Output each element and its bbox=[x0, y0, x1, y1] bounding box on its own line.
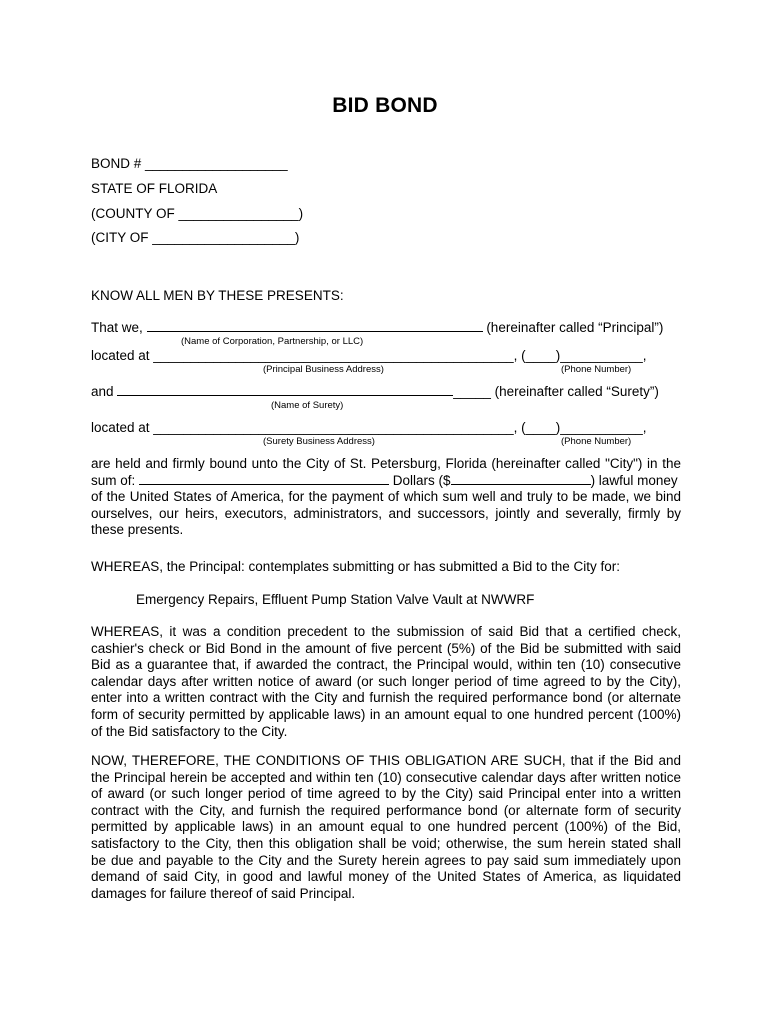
principal-prefix: That we, bbox=[91, 320, 143, 335]
held-line-1: are held and firmly bound unto the City of St. Petersburg, Florida (hereinafter called "City") in the bbox=[91, 456, 681, 471]
sum-amount-blank bbox=[451, 473, 591, 485]
state-line: STATE OF FLORIDA bbox=[91, 181, 218, 196]
whereas-condition-paragraph bbox=[91, 624, 681, 740]
now-therefore-line: satisfactory to the City, then this obligation shall be void; otherwise, the sum herein stated shall bbox=[91, 835, 681, 851]
whereas2-line: Bid as a guarantee that, if awarded the contract, the Principal would, within ten (10) consecutive bbox=[91, 657, 681, 673]
now-therefore-line: demand of said City, in good and lawful money of the United States of America, as liquidated bbox=[91, 869, 681, 885]
now-therefore-paragraph bbox=[91, 753, 681, 902]
sum-dollars-label: Dollars ($ bbox=[392, 472, 451, 488]
now-therefore-line: be due and payable to the City and the Surety herein agrees to pay said sum immediately upon bbox=[91, 852, 681, 868]
now-therefore-line: contract with the City, and furnish the required performance bond (or alternate form of security bbox=[91, 802, 681, 818]
surety-line bbox=[91, 384, 659, 399]
surety-suffix: _____ (hereinafter called “Surety”) bbox=[453, 384, 659, 399]
principal-name-caption: (Name of Corporation, Partnership, or LLC) bbox=[181, 336, 364, 347]
now-therefore-line: NOW, THEREFORE, THE CONDITIONS OF THIS OBLIGATION ARE SUCH, that if the Bid and bbox=[91, 753, 681, 768]
now-therefore-line: damages for failure thereof of said Principal. bbox=[91, 885, 356, 901]
principal-line bbox=[91, 320, 663, 335]
held-line-4: ourselves, our heirs, executors, administrators, and successors, jointly and severally, firmly by bbox=[91, 505, 681, 521]
surety-name-blank bbox=[117, 384, 453, 396]
sum-words-blank bbox=[139, 473, 389, 485]
held-line-3: of the United States of America, for the payment of which sum well and truly to be made, we bind bbox=[91, 489, 681, 505]
held-bound-paragraph bbox=[91, 456, 681, 539]
principal-phone-caption: (Phone Number) bbox=[561, 364, 632, 375]
whereas2-line: of the Bid satisfactory to the City. bbox=[91, 723, 288, 739]
surety-phone-caption: (Phone Number) bbox=[561, 436, 632, 447]
now-therefore-line: the Principal herein be accepted and within ten (10) consecutive calendar days after written notice bbox=[91, 769, 681, 785]
now-therefore-line: permitted by applicable laws) in an amount equal to one hundred percent (100%) of the Bid, bbox=[91, 819, 681, 835]
whereas2-line: enter into a written contract with the City and furnish the required performance bond (or alternate bbox=[91, 690, 681, 706]
know-all-heading: KNOW ALL MEN BY THESE PRESENTS: bbox=[91, 288, 344, 303]
held-line-5: these presents. bbox=[91, 522, 184, 538]
principal-address-caption: (Principal Business Address) bbox=[263, 364, 384, 375]
whereas2-line: cashier's check or Bid Bond in the amount of five percent (5%) of the Bid be submitted with said bbox=[91, 640, 681, 656]
document-title: BID BOND bbox=[332, 94, 438, 117]
surety-located-line: located at ________________________________________________, (____)___________, bbox=[91, 420, 647, 435]
surety-prefix: and bbox=[91, 384, 114, 399]
project-name: Emergency Repairs, Effluent Pump Station Valve Vault at NWWRF bbox=[136, 592, 535, 607]
whereas2-line: WHEREAS, it was a condition precedent to the submission of said Bid that a certified check, bbox=[91, 624, 681, 639]
principal-located-line: located at ________________________________________________, (____)___________, bbox=[91, 348, 647, 363]
city-line: (CITY OF ___________________) bbox=[91, 230, 300, 245]
now-therefore-line: of award (or such longer period of time agreed to by the City) said Principal enter into a written bbox=[91, 786, 681, 802]
principal-name-blank bbox=[147, 320, 483, 332]
surety-name-caption: (Name of Surety) bbox=[271, 400, 344, 411]
surety-address-caption: (Surety Business Address) bbox=[263, 436, 375, 447]
sum-suffix: ) lawful money bbox=[590, 472, 678, 488]
whereas-principal-line: WHEREAS, the Principal: contemplates submitting or has submitted a Bid to the City for: bbox=[91, 559, 620, 574]
whereas2-line: calendar days after written notice of award (or such longer period of time agreed to by the City), bbox=[91, 673, 681, 689]
bond-number-line: BOND # ___________________ bbox=[91, 156, 288, 171]
whereas2-line: form of security permitted by applicable laws) in an amount equal to one hundred percent (100%) bbox=[91, 706, 681, 722]
held-line-2 bbox=[91, 473, 681, 490]
principal-suffix: (hereinafter called “Principal”) bbox=[486, 320, 664, 335]
sum-prefix: sum of: bbox=[91, 472, 136, 488]
county-line: (COUNTY OF ________________) bbox=[91, 206, 304, 221]
